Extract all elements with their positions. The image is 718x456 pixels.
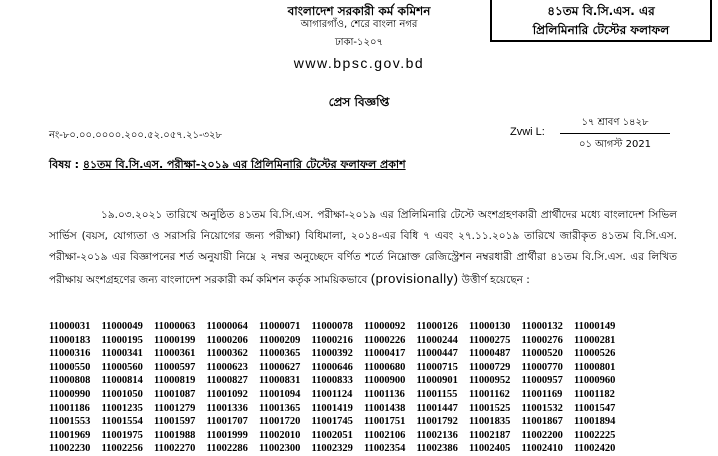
reg-number: 11000526 (574, 348, 616, 360)
reg-number: 11000063 (154, 321, 196, 332)
registration-number-grid (49, 320, 627, 456)
reg-number: 11001155 (416, 388, 458, 400)
reg-number: 11000960 (574, 375, 616, 387)
reg-number: 11002051 (311, 429, 353, 441)
reg-number: 11000729 (469, 361, 511, 373)
reg-number: 11000209 (259, 334, 301, 346)
reg-number: 11000770 (521, 361, 563, 373)
reg-number: 11000833 (311, 375, 353, 387)
reg-number: 11000064 (206, 321, 248, 332)
address-line-2: ঢাকা-১২০৭ (334, 37, 384, 48)
reg-number-row (49, 374, 627, 388)
date-english: ০১ আগস্ট 2021 (578, 139, 652, 150)
body-paragraph (49, 205, 677, 291)
reg-number: 11000646 (311, 361, 353, 373)
reg-number: 11000276 (521, 334, 563, 346)
reg-number: 11000126 (416, 321, 458, 332)
reg-number: 11001745 (311, 416, 353, 428)
address-line-1: আগারগাঁও, শেরে বাংলা নগর (300, 19, 418, 30)
reg-number: 11002225 (574, 429, 616, 441)
reg-number: 11000149 (574, 321, 616, 332)
date-bangla: ১৭ শ্রাবণ ১৪২৮ (581, 117, 649, 128)
reg-number: 11001087 (154, 388, 196, 400)
reg-number: 11000814 (101, 375, 143, 387)
reg-number: 11000901 (416, 375, 458, 387)
subject-line (49, 156, 406, 175)
reg-number: 11002420 (574, 443, 616, 455)
reg-number-row (49, 402, 627, 416)
reg-number: 11000520 (521, 348, 563, 360)
reg-number: 11002187 (469, 429, 511, 441)
reg-number: 11002286 (206, 443, 248, 455)
reg-number: 11001186 (49, 402, 90, 414)
reg-number-row (49, 334, 627, 348)
memo-prefix: ন (49, 130, 60, 141)
reg-number: 11000627 (259, 361, 301, 373)
reg-number: 11000206 (206, 334, 248, 346)
reg-number: 11000226 (364, 334, 406, 346)
reg-number: 11001988 (154, 429, 196, 441)
reg-number: 11001136 (364, 388, 405, 400)
reg-number: 11000831 (259, 375, 301, 387)
reg-number: 11002354 (364, 443, 406, 455)
reg-number: 11001365 (259, 402, 301, 414)
reg-number: 11000560 (101, 361, 143, 373)
reg-number: 11001050 (101, 388, 143, 400)
reg-number: 11002410 (521, 443, 563, 455)
body-text: ১৯.০৩.২০২১ তারিখে অনুষ্ঠিত ৪১তম বি.সি.এস. পরীক্ষা-২০১৯ এর প্রিলিমিনারি টেস্টে অংশগ্রহণকারী প্রার্থীদের মধ্যে বাংলাদেশ সিভিল সার্ভিস (বয়স, যোগ্যতা ও সরাসরি নিয়োগের জন্য পরীক্ষা) বিধিমালা, ২০১৪-এর বিধি ৭ এবং ২৭.১১.২০১৯ তারিখে জারীকৃত ৪১তম বি.সি.এস. পরীক্ষা-২০১৯ এর বিজ্ঞাপনের শর্ত অনুযায়ী নিম্নে ২ নম্বর অনুচ্ছেদে বর্ণিত শর্তে নিম্নোক্ত রেজিস্ট্রেশন নম্বরধারী প্রার্থীরা ৪১তম বি.সি.এস. এর লিখিত পরীক্ষায় অংশগ্রহণের জন্য বাংলাদেশ সরকারী কর্ম কমিশন কর্তৃক সাময়িকভাবে (49, 209, 677, 286)
website-url: www.bpsc.gov.bd (293, 55, 425, 71)
reg-number: 11000808 (49, 375, 91, 387)
press-release-title: প্রেস বিজ্ঞপ্তি (328, 95, 390, 109)
reg-number: 11000417 (364, 348, 406, 360)
reg-number: 11002405 (469, 443, 511, 455)
reg-number: 11002136 (416, 429, 458, 441)
reg-number: 11000715 (416, 361, 458, 373)
reg-number: 11001751 (364, 416, 406, 428)
reg-number: 11001720 (259, 416, 301, 428)
reg-number: 11000447 (416, 348, 458, 360)
result-title-box (490, 0, 712, 42)
reg-number: 11001438 (364, 402, 406, 414)
reg-number: 11001553 (49, 416, 91, 428)
reg-number: 11002106 (364, 429, 406, 441)
reg-number: 11000316 (49, 348, 91, 360)
reg-number-row (49, 388, 627, 402)
reg-number: 11001279 (154, 402, 196, 414)
reg-number-row (49, 361, 627, 375)
organization-name: বাংলাদেশ সরকারী কর্ম কমিশন (287, 4, 431, 18)
reg-number: 11000801 (574, 361, 616, 373)
reg-number: 11000092 (364, 321, 406, 332)
reg-number: 11002300 (259, 443, 301, 455)
subject-text: ৪১তম বি.সি.এস. পরীক্ষা-২০১৯ এর প্রিলিমিনারি টেস্টের ফলাফল প্রকাশ (82, 158, 406, 171)
reg-number: 11001235 (101, 402, 143, 414)
reg-number: 11000130 (469, 321, 511, 332)
reg-number: 11001975 (101, 429, 143, 441)
result-title-line-2: প্রিলিমিনারি টেস্টের ফলাফল (532, 23, 670, 37)
reg-number: 11001792 (416, 416, 458, 428)
date-label: Zvwi L: (510, 126, 545, 138)
reg-number: 11001336 (206, 402, 248, 414)
reg-number: 11000990 (49, 388, 91, 400)
reg-number: 11002010 (259, 429, 301, 441)
date-divider (560, 133, 670, 134)
reg-number: 11000957 (521, 375, 563, 387)
reg-number: 11000132 (521, 321, 563, 332)
reg-number: 11001999 (206, 429, 248, 441)
reg-number: 11000216 (311, 334, 353, 346)
reg-number: 11001867 (521, 416, 563, 428)
reg-number: 11001597 (154, 416, 196, 428)
result-title-line-1: ৪১তম বি.সি.এস. এর (547, 4, 655, 18)
reg-number-row (49, 429, 627, 443)
memo-number-value: ৮০.০০.০০০০.২০০.৫২.০৫৭.২১-৩২৮ (62, 130, 223, 141)
reg-number: 11000031 (49, 321, 91, 332)
reg-number: 11000487 (469, 348, 511, 360)
reg-number: 11000819 (154, 375, 196, 387)
reg-number: 11001094 (259, 388, 301, 400)
reg-number: 11001124 (311, 388, 353, 400)
reg-number: 11001092 (206, 388, 248, 400)
provisionally-text: (provisionally) (370, 271, 459, 286)
reg-number-row (49, 415, 627, 429)
reg-number: 11000183 (49, 334, 91, 346)
reg-number: 11001419 (311, 402, 353, 414)
reg-number: 11000680 (364, 361, 406, 373)
reg-number: 11000362 (206, 348, 248, 360)
memo-number: নং-৮০.০০.০০০০.২০০.৫২.০৫৭.২১-৩২৮ (49, 130, 223, 141)
reg-number: 11001894 (574, 416, 616, 428)
reg-number: 11000550 (49, 361, 91, 373)
reg-number: 11000361 (154, 348, 196, 360)
reg-number: 11001547 (574, 402, 616, 414)
reg-number: 11000392 (311, 348, 353, 360)
reg-number: 11000623 (206, 361, 248, 373)
reg-number-row (49, 320, 627, 334)
reg-number: 11002200 (521, 429, 563, 441)
reg-number: 11000078 (311, 321, 353, 332)
reg-number: 11001447 (416, 402, 458, 414)
reg-number-row (49, 347, 627, 361)
reg-number: 11000275 (469, 334, 511, 346)
reg-number: 11001532 (521, 402, 563, 414)
reg-number: 11002256 (101, 443, 143, 455)
reg-number: 11000049 (101, 321, 143, 332)
reg-number: 11001969 (49, 429, 91, 441)
reg-number: 11002386 (416, 443, 458, 455)
reg-number: 11002329 (311, 443, 353, 455)
reg-number: 11001182 (574, 388, 615, 400)
reg-number: 11000365 (259, 348, 301, 360)
reg-number: 11001162 (469, 388, 510, 400)
reg-number: 11000827 (206, 375, 248, 387)
reg-number: 11000244 (416, 334, 458, 346)
reg-number: 11001554 (101, 416, 143, 428)
reg-number: 11001835 (469, 416, 511, 428)
reg-number: 11000952 (469, 375, 511, 387)
reg-number: 11000071 (259, 321, 301, 332)
body-closing: উত্তীর্ণ হয়েছেন : (461, 274, 530, 286)
reg-number: 11001169 (521, 388, 563, 400)
reg-number: 11000281 (574, 334, 616, 346)
reg-number: 11000199 (154, 334, 196, 346)
reg-number: 11000341 (101, 348, 143, 360)
reg-number: 11000900 (364, 375, 406, 387)
reg-number: 11002270 (154, 443, 196, 455)
reg-number-row (49, 442, 627, 456)
reg-number: 11000195 (101, 334, 143, 346)
subject-label: বিষয় : (49, 158, 80, 171)
reg-number: 11001525 (469, 402, 511, 414)
reg-number: 11000597 (154, 361, 196, 373)
reg-number: 11002230 (49, 443, 91, 455)
reg-number: 11001707 (206, 416, 248, 428)
